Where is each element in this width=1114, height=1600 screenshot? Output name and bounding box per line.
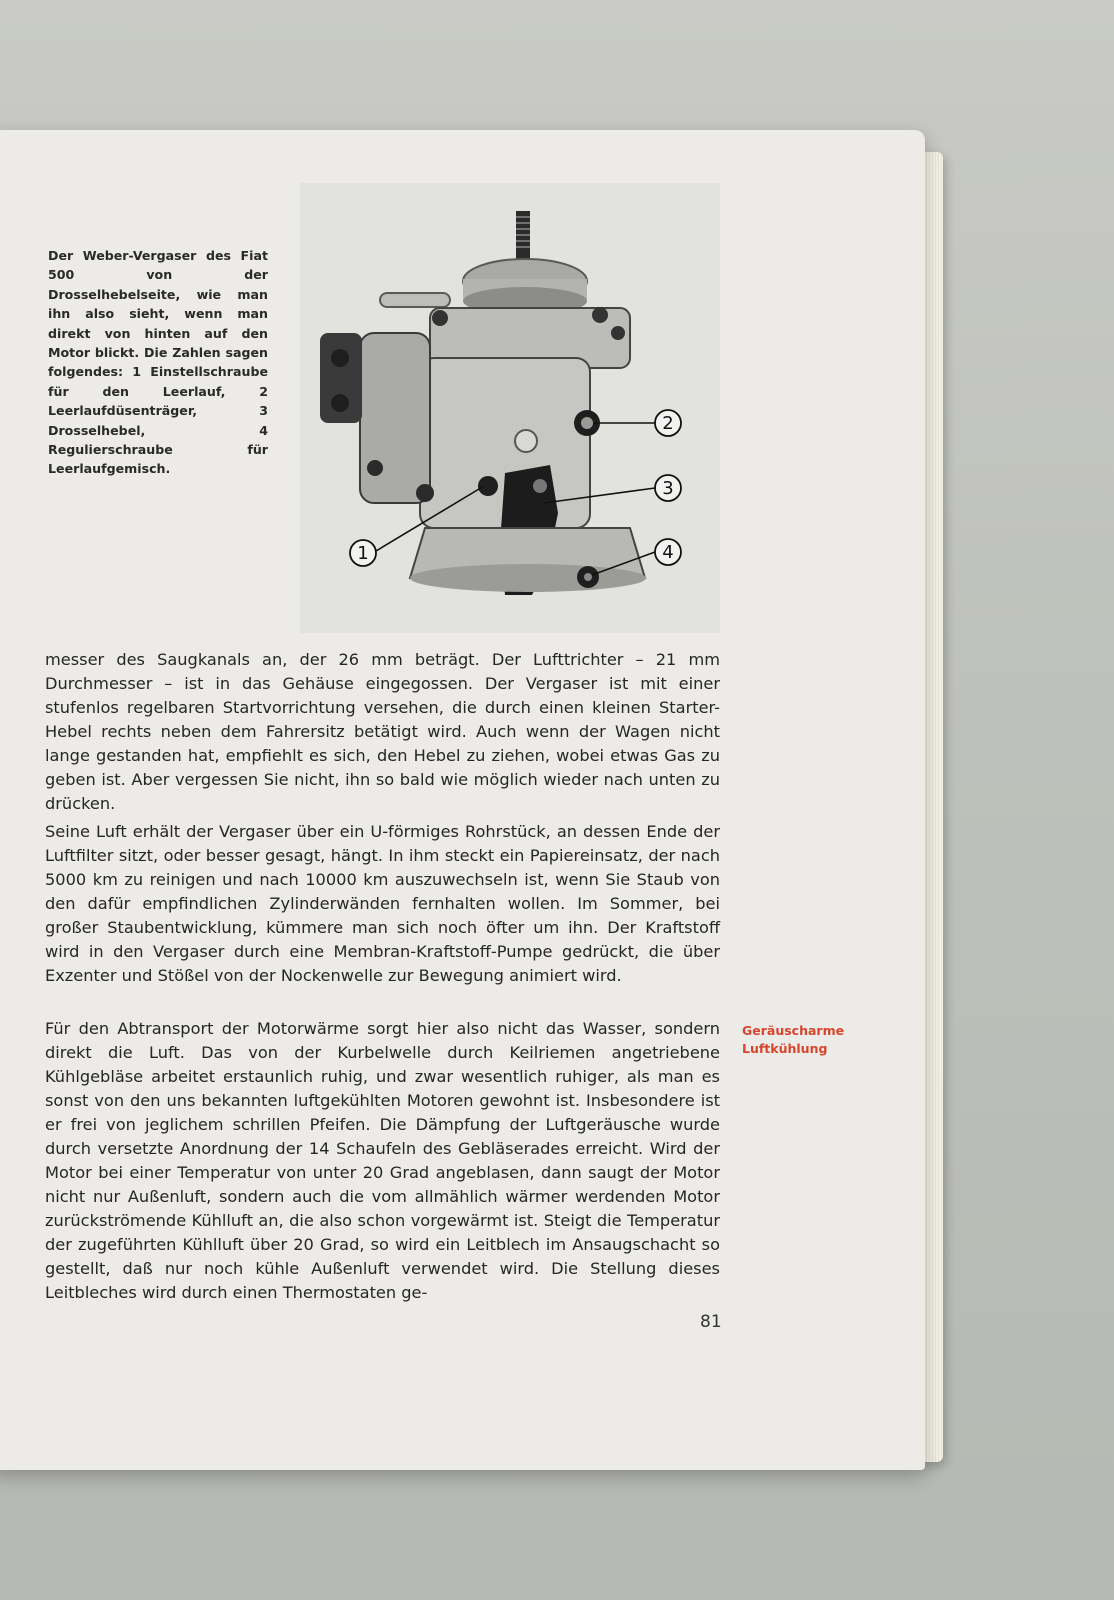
margin-note-line-1: Geräuscharme bbox=[742, 1023, 845, 1038]
paragraph-1 bbox=[45, 648, 720, 813]
callout-3-label: 3 bbox=[662, 478, 674, 499]
callout-2 bbox=[655, 410, 681, 436]
paragraph-3 bbox=[45, 1017, 720, 1307]
figure-caption: Der Weber-Vergaser des Fiat 500 von der Drosselhebelseite, wie man ihn also sieht, wenn man direkt von hinten auf den Motor blickt. Die Zahlen sagen folgendes: 1 Einstellschraube für den Leerlauf, 2 Leerlaufdüsenträger, 3 Drosselhebel, 4 Regulierschraube für Leerlaufgemisch. bbox=[48, 248, 268, 477]
callout-4 bbox=[655, 539, 681, 565]
paragraph-2 bbox=[45, 820, 720, 1005]
callout-2-label: 2 bbox=[662, 413, 674, 434]
paragraph-2-text: Seine Luft erhält der Vergaser über ein U-förmiges Rohrstück, an dessen Ende der Luftfilter sitzt, oder besser gesagt, hängt. In ihm steckt ein Papiereinsatz, der nach 5000 km zu reinigen und nach 10000 km auszuwechseln ist, wenn Sie Staub von den dafür empfindlichen Zylinderwänden fernhalten wollen. Im Sommer, bei großer Staubentwicklung, kümmere man sich noch öfter um ihn. Der Kraftstoff wird in den Vergaser durch eine Membran-Kraftstoff-Pumpe gedrückt, die über Exzenter und Stößel von der Nockenwelle zur Bewegung animiert wird. bbox=[45, 822, 720, 985]
callout-3 bbox=[655, 475, 681, 501]
carburetor-figure bbox=[300, 183, 720, 633]
callout-1-label: 1 bbox=[357, 543, 369, 564]
callout-4-label: 4 bbox=[662, 542, 674, 563]
page-number: 81 bbox=[700, 1312, 722, 1332]
margin-note bbox=[742, 1022, 872, 1058]
callout-1 bbox=[350, 540, 376, 566]
paragraph-3-text: Für den Abtransport der Motorwärme sorgt hier also nicht das Wasser, sondern direkt die Luft. Das von der Kurbelwelle durch Keilriemen angetriebene Kühlgebläse arbeitet erstaunlich ruhig, und zwar wesentlich ruhiger, als man es sonst von den uns bekannten luftgekühlten Motoren gewohnt ist. Insbesondere ist er frei von jeglichem schrillen Pfeifen. Die Dämpfung der Luftgeräusche wurde durch versetzte Anordnung der 14 Schaufeln des Gebläserades erreicht. Wird der Motor bei einer Temperatur von unter 20 Grad angeblasen, dann saugt der Motor nicht nur Außenluft, sondern auch die vom allmählich wärmer werdenden Motor zurückströmende Kühlluft an, die also schon vorgewärmt ist. Steigt die Temperatur der zugeführten Kühlluft über 20 Grad, so wird ein Leitblech im Ansaugschacht so gestellt, daß nur noch kühle Außenluft verwendet wird. Die Stellung dieses Leitbleches wird durch einen Thermostaten ge- bbox=[45, 1019, 720, 1302]
carburetor-illustration bbox=[300, 183, 720, 633]
paragraph-1-text: messer des Saugkanals an, der 26 mm beträgt. Der Lufttrichter – 21 mm Durchmesser – ist in das Gehäuse eingegossen. Der Vergaser ist mit einer stufenlos regelbaren Startvorrichtung versehen, die durch einen kleinen Starter-Hebel rechts neben dem Fahrersitz betätigt wird. Auch wenn der Wagen nicht lange gestanden hat, empfiehlt es sich, den Hebel zu ziehen, wobei etwas Gas zu geben ist. Aber vergessen Sie nicht, ihn so bald wie möglich wieder nach unten zu drücken. bbox=[45, 650, 720, 813]
margin-note-line-2: Luftkühlung bbox=[742, 1041, 828, 1056]
